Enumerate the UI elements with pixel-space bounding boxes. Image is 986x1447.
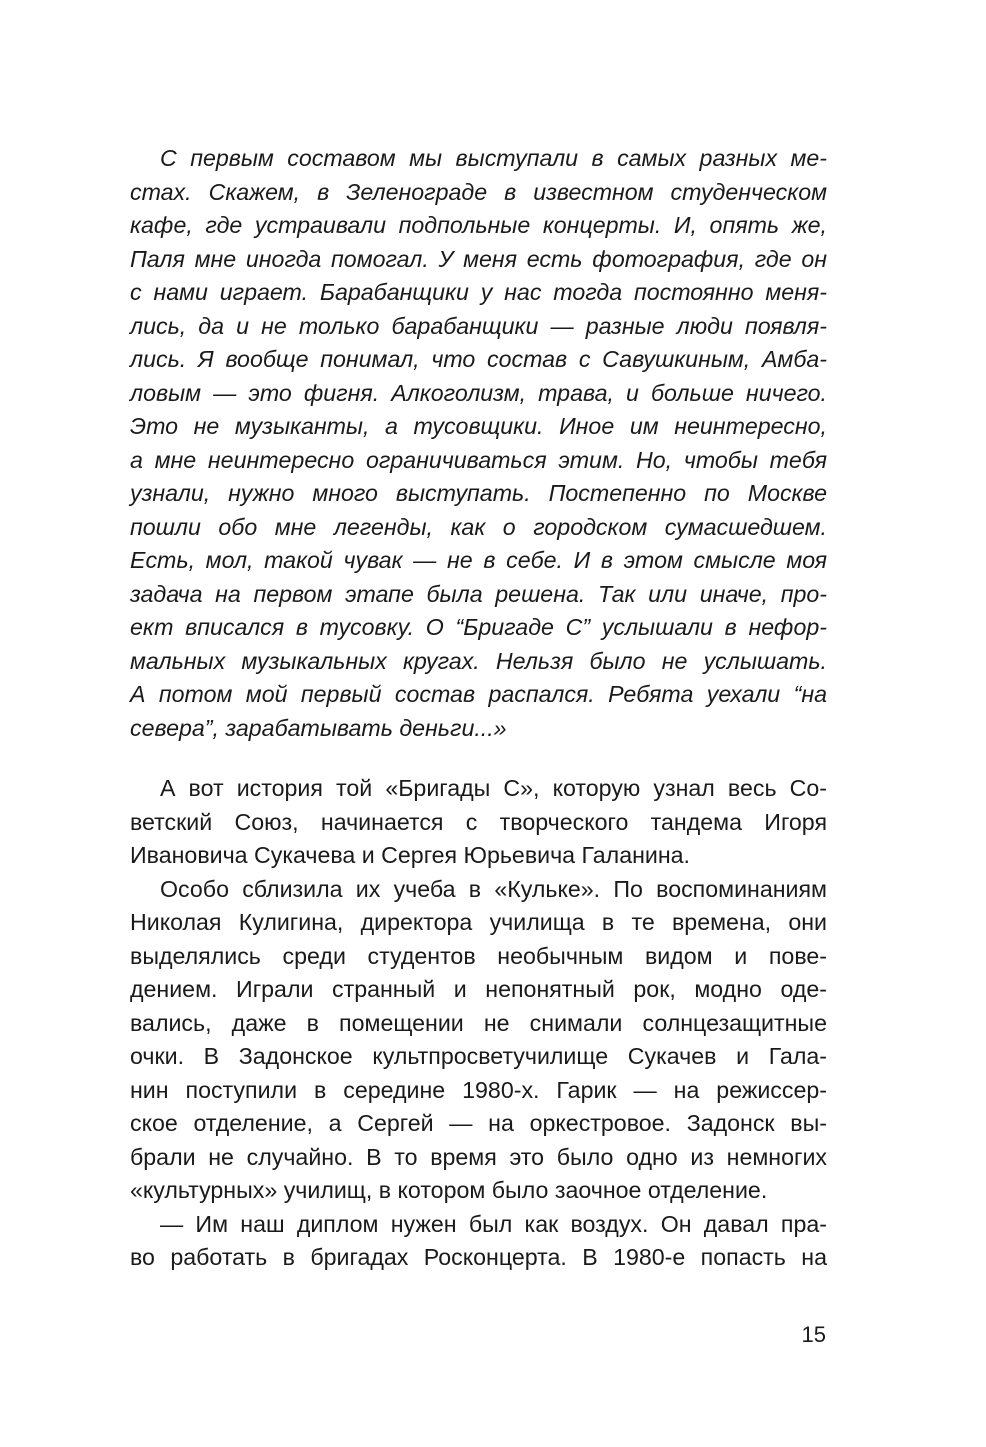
quote-line: пошли обо мне легенды, как о городском сумасшедшем. (130, 513, 827, 540)
body-line: А вот история той «Бригады С», которую узнал весь Со- (160, 775, 827, 801)
quote-line: лись. Я вообще понимал, что состав с Савушкиным, Амба- (130, 346, 827, 372)
quote-line: С первым составом мы выступали в самых разных ме- (160, 145, 827, 171)
body-line: Особо сблизила их учеба в «Кульке». По воспоминаниям (160, 875, 827, 902)
quote-line: Паля мне иногда помогал. У меня есть фотография, где он (130, 245, 827, 272)
quote-line: кафе, где устраивали подпольные концерты. И, опять же, (130, 212, 827, 238)
quote-line: мальных музыкальных кругах. Нельзя было не услышать. (130, 647, 827, 674)
body-line: вались, даже в помещении не снимали солнцезащитные (130, 1009, 827, 1036)
quote-line: Это не музыканты, а тусовщики. Иное им неинтересно, (130, 413, 827, 439)
body-line: ское отделение, а Сергей — на оркестровое. Задонск вы- (130, 1110, 827, 1136)
quote-line: а мне неинтересно ограничиваться этим. Но, чтобы тебя (130, 446, 827, 473)
quote-line: ловым — это фигня. Алкоголизм, трава, и больше ничего. (130, 379, 827, 406)
quote-line: севера”, зарабатывать деньги...» (130, 714, 507, 741)
quote-line: задача на первом этапе была решена. Так или иначе, про- (130, 580, 827, 607)
body-line: Ивановича Сукачева и Сергея Юрьевича Галанина. (130, 842, 690, 868)
body-line: брали не случайно. В то время это было одно из немногих (130, 1143, 827, 1170)
quote-line: ект вписался в тусовку. О “Бригаде С” услышали в нефор- (130, 614, 827, 640)
body-line: нин поступили в середине 1980-х. Гарик — на режиссер- (130, 1076, 827, 1103)
body-line: Николая Кулигина, директора училища в те времена, они (130, 909, 827, 935)
quote-line: узнали, нужно много выступать. Постепенно по Москве (130, 480, 827, 506)
quote-line: с нами играет. Барабанщики у нас тогда постоянно меня- (130, 279, 827, 305)
body-line: ветский Союз, начинается с творческого тандема Игоря (130, 808, 827, 835)
body-line: во работать в бригадах Росконцерта. В 1980-е попасть на (130, 1244, 827, 1270)
quote-line: Есть, мол, такой чувак — не в себе. И в этом смысле моя (130, 547, 827, 573)
quote-line: лись, да и не только барабанщики — разные люди появля- (130, 312, 827, 339)
quote-line: А потом мой первый состав распался. Ребята уехали “на (130, 681, 827, 707)
body-text (130, 772, 827, 1275)
quote-paragraph (130, 142, 827, 745)
body-line: очки. В Задонское культпросветучилище Сукачев и Гала- (130, 1043, 827, 1069)
quote-line: стах. Скажем, в Зеленограде в известном студенческом (130, 178, 827, 205)
page-number: 15 (801, 1322, 826, 1347)
body-line: — Им наш диплом нужен был как воздух. Он давал пра- (160, 1210, 827, 1237)
body-line: выделялись среди студентов необычным видом и пове- (130, 942, 827, 969)
body-line: дением. Играли странный и непонятный рок, модно оде- (130, 976, 827, 1002)
body-line: «культурных» училищ, в котором было заочное отделение. (130, 1177, 768, 1203)
